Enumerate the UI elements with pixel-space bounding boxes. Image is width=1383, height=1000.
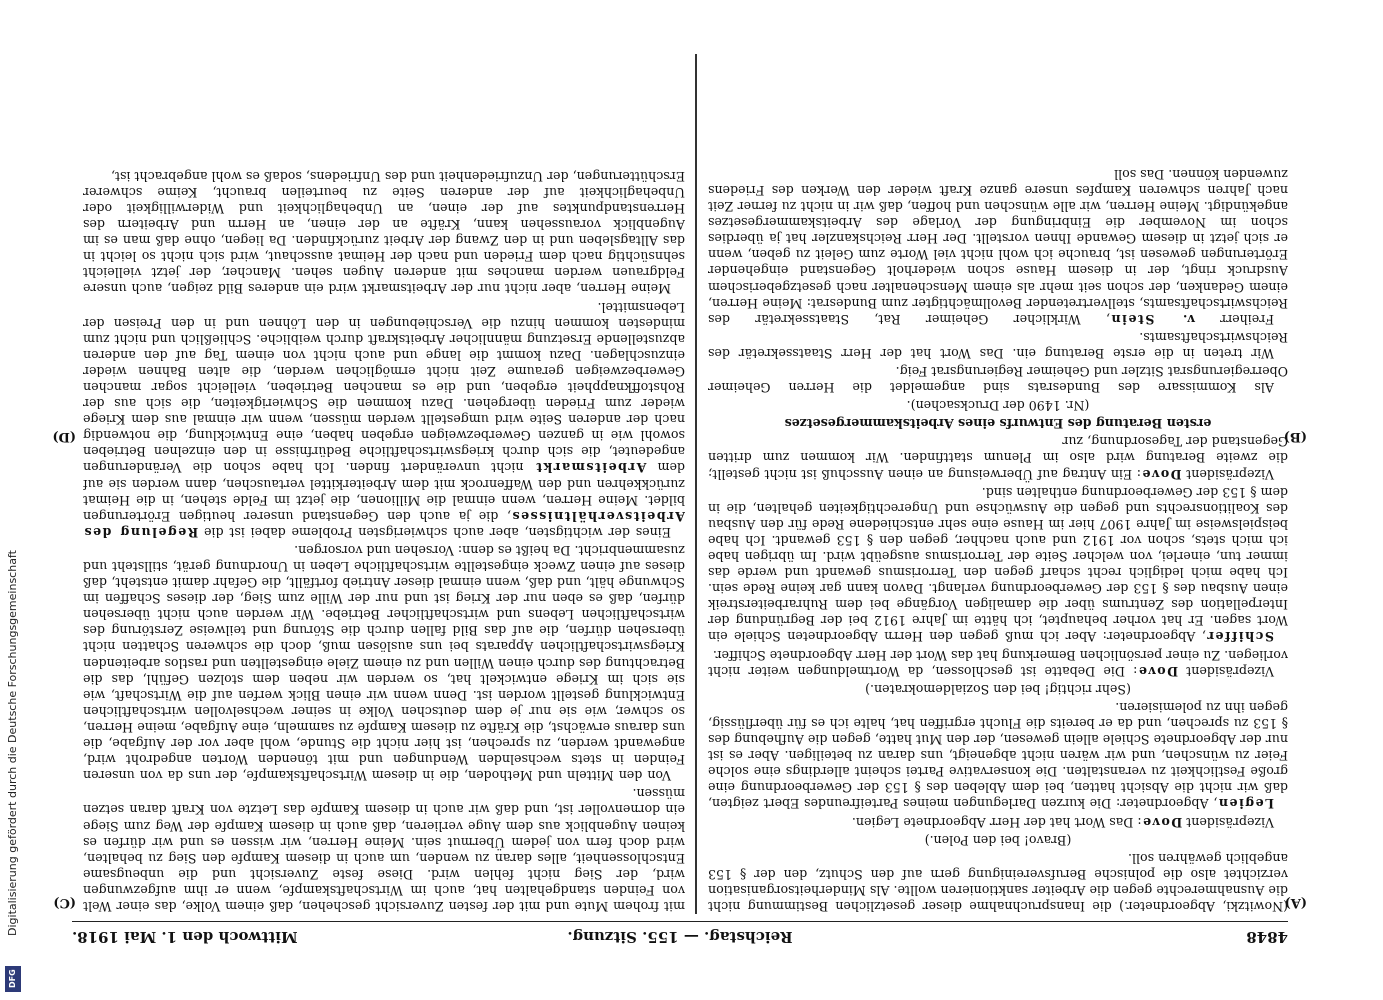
paragraph-text: : Das Wort hat der Herr Abgeordnete Legien. (851, 814, 1142, 830)
paragraph (708, 433, 1288, 481)
page-header (72, 921, 1288, 952)
interjection: (Bravo! bei den Polen.) (924, 832, 1072, 848)
speaker-role: Vizepräsident (1178, 663, 1274, 679)
dfg-logo: DFG (5, 966, 21, 992)
paragraph-text: nicht unverändert finden. Ich habe schon die Veränderungen angedeutet, die sich durch kriegswirtschaftliche Bedürfnisse in den einzelnen Betrieben sowohl wie in ganzen Gewerbezweigen ergeben haben, eine Entwicklung, die notwendig nach der anderen Seite wird umgestellt werden müssen, wenn wir einmal aus dem Kriege wieder zum Frieden übergehen. Dazu kommen die Schwierigkeiten, die sich aus der Rohstoffknappheit ergeben, und die es manchen Betrieben, vielleicht sogar manchen Gewerbezweigen geraume Zeit nicht ermöglichen werden, die alten Bahnen wieder einzuschlagen. Dazu kommt die lange und auch nicht von einem Tag auf den anderen abzustellende Ersetzung männlicher Arbeitskraft durch weibliche. Schließlich und nicht zum mindesten kommen hinzu die Verschiebungen in den Löhnen und in den Preisen der Lebensmittel. (83, 299, 685, 476)
speaker-name: Dove (1141, 814, 1183, 830)
digitization-notice (2, 0, 26, 1000)
paragraph (708, 699, 1288, 812)
right-column (83, 54, 685, 914)
interjection: (Sehr richtig! bei den Sozialdemokraten.) (865, 681, 1131, 697)
paragraph-text: : Ein Antrag auf Überweisung an einen Ausschuß ist nicht gestellt; die zweite Beratung wird also im Plenum stattfinden. Wir kommen zum dritten Gegenstand der Tagesordnung, zur (708, 434, 1288, 482)
paragraph (83, 298, 685, 539)
paragraph: mit frohem Mute und mit der festen Zuversicht geschehen, daß einem Volke, das einer Welt von Feinden standgehalten hat, auch im Wirtschaftskampfe, wenn er ihm aufgezwungen wird, der Sieg nicht fehlen wird. Diese feste Zuversicht und die unbeugsame Entschlossenheit, alles daran zu wenden, um auch in diesem Kampfe den Sieg zu behalten, wird doch fern von jedem Übermut sein. Meine Herren, wir wissen es und wir dürfen es keinen Augenblick aus dem Auge verlieren, daß auch in diesem Kampfe der Weg zum Siege ein dornenvoller ist, und daß wir auch in diesem Kampfe das Letzte von Kraft daran setzen müssen. (83, 786, 685, 914)
speaker-role: Freiherr (1194, 311, 1274, 327)
left-column (708, 54, 1288, 914)
paragraph (708, 813, 1288, 829)
speaker-name: v. Stein (1109, 311, 1195, 327)
margin-mark-d: (D) (52, 429, 76, 444)
speaker-role: Vizepräsident (1181, 466, 1274, 482)
page-number: 4848 (1246, 928, 1288, 946)
speaker-name: Dove (1141, 466, 1182, 482)
paragraph: Als Kommissare des Bundesrats sind angemeldet die Herren Geheimer Oberregierungsrat Sitzler und Geheimer Regierungsrat Feig. (708, 364, 1288, 396)
paragraph-text: , Abgeordneter: Aber ich muß gegen den Herrn Abgeordneten Schiele ein Wort sagen. Er hat vorher behauptet, ich hätte im Jahre 1912 bei der Begründung der Interpellation des Zentrums über die damaligen Vorgänge bei dem Ruhrarbeiterstreik einen Ausbau des § 153 der Gewerbeordnung verlangt. Davon kann gar keine Rede sein. Ich habe mich lediglich recht scharf gegen den Terrorismus gewandt und werde das immer tun, einerlei, von welcher Seite der Terrorismus ausgeübt wird. Im übrigen habe ich mich stets, schon vor 1912 und auch nachher, gegen den § 153 gewandt. Ich habe beispielsweise im Jahre 1907 hier im Hause eine sehr entschiedene Rede für den Ausbau des Koalitionsrechts und gegen die Auswüchse und Ungerechtigkeiten gehalten, die in dem § 153 der Gewerbeordnung enthalten sind. (708, 484, 1288, 645)
paragraph: Meine Herren, aber nicht nur der Arbeitsmarkt wird ein anderes Bild zeigen, auch unsere Feldgrauen werden manches mit anderen Augen sehen. Mancher, der jetzt vielleicht sehnsüchtig nach dem Frieden und nach der Heimat ausschaut, wird sich nicht so leicht in das Alltagsleben und in den Zwang der Arbeit zurückfinden. Da liegen, ohne daß man es im Augenblick voraussehen kann, Kräfte an der einen, an Herrn und Arbeitern des Herrenstandpunktes auf der einen, an Unbehaglichkeit und Widerwilligkeit oder Unbehaglichkeit auf der anderen Seite zu beurteilen braucht, Keime schwerer Erschütterungen, der Unzufriedenheit und des Unfriedens, sodaß es wohl angebracht ist, (83, 168, 685, 297)
paragraph (708, 647, 1288, 679)
paragraph (708, 166, 1288, 327)
paragraph-text: , die ja auch den Gegenstand unserer heutigen Erörterungen bildet. Meine Herren, wenn einmal die Millionen, die jetzt im Felde stehen, in die Heimat zurückkehren und den Waffenrock mit dem Arbeiterkittel vertauschen, dann werden sie auf dem (83, 460, 685, 524)
agenda-item-title: ersten Beratung des Entwurfs eines Arbeitskammergesetzes (784, 416, 1212, 432)
margin-mark-c: (C) (53, 895, 76, 910)
paragraph (708, 484, 1288, 645)
paragraph-text: , Wirklicher Geheimer Rat, Staatssekretär des Reichswirtschaftsamts, stellvertretender Bevollmächtigter zum Bundesrat: Meine Herren, einem Gedanken, der schon seit mehr als einem Menschenalter nach gesetzgeberischem Ausdruck ringt, der in diesem Hause schon wiederholt Gegenstand eingehender Erörterungen gewesen ist, brauche ich wohl nicht viel Worte zum Geleit zu geben, wenn er sich jetzt in diesem Gewande Ihnen vorstellt. Der Herr Reichskanzler hat ja überdies schon im November die Einbringung der Vorlage des Arbeitskammergesetzes angekündigt. Meine Herren, wir alle wünschen und hoffen, daß wir in nicht zu ferner Zeit nach Jahren schweren Kampfes unsere ganze Kraft wieder den Werken des Friedens zuwenden können. Das soll (708, 166, 1288, 327)
paragraph: (Nowitzki, Abgeordneter.) die Inanspruchnahme dieser gesetzlichen Bestimmung nicht die Ausnahmerechte gegen die Arbeiter sanktionieren wollte. Als Minderheitsorganisation verzichtet also die polnische Berufsvereinigung gern auf den Schutz, den der § 153 angeblich gewähren soll. (708, 850, 1288, 914)
digitization-notice-text: Digitalisierung gefördert durch die Deutsche Forschungsgemeinschaft (6, 550, 19, 936)
emphasis: Regelung des Arbeitsverhältnisses (83, 508, 685, 540)
paragraph-text: , Abgeordneter: Die kurzen Darlegungen meines Parteifreundes Ebert zeigten, daß wir nicht die Absicht hatten, bei dem Ableben des § 153 der Gewerbeordnung eine große Festlichkeit zu veranstalten. Die konservative Partei scheint allerdings eine solche Feier zu wünschen, und wir wären nicht abgeneigt, uns daran zu beteiligen. Aber es ist nur der Abgeordnete Schiele allein gewesen, der den Mut hatte, gegen die Aufhebung des § 153 zu sprechen, und da er bereits die Flucht ergriffen hat, halte ich es für überflüssig, gegen ihn zu polemisieren. (708, 699, 1288, 812)
paragraph-text: Eines der wichtigsten, aber auch schwierigsten Probleme dabei ist die (198, 524, 671, 540)
session-title: Reichstag. — 155. Sitzung. (567, 928, 793, 946)
speaker-role: Vizepräsident (1182, 814, 1274, 830)
column-divider (696, 54, 698, 914)
session-date: Mittwoch den 1. Mai 1918. (72, 928, 298, 946)
speaker-name: Schiffer (1205, 629, 1274, 645)
agenda-item-reference: (Nr. 1490 der Drucksachen). (906, 398, 1090, 414)
paragraph: Wir treten in die erste Beratung ein. Das Wort hat der Herr Staatssekretär des Reichswirtschaftsamts. (708, 329, 1288, 361)
margin-mark-b: (B) (1283, 429, 1307, 444)
paragraph: Von den Mitteln und Methoden, die in diesem Wirtschaftskampfe, der uns da von unseren Feinden in stets wechselnden Wendungen und mit tönenden Worten angedroht wird, angewandt werden, zu sprechen, ist hier nicht die Stunde, wohl aber vor der Aufgabe, die uns daraus erwächst, die Kräfte zu diesem Kampfe zu sammeln, eine Aufgabe, meine Herren, so schwer, wie sie nur je dem deutschen Volke in seiner wechselvollen wirtschaftlichen Entwicklung gestellt worden ist. Denn wenn wir einen Blick werfen auf die Wirtschaft, wie sie sich im Kriege entwickelt hat, so werden wir neben dem stolzen Gefühl, das die Betrachtung des durch einen Willen und zu einem Ziele eingestellten und rastlos arbeitenden Kriegswirtschaftlichen Apparats bei uns auslösen muß, doch die schweren Schatten nicht übersehen dürfen, die auf das Bild fallen durch die Störung und teilweise Zerstörung des wirtschaftlichen Lebens und wirtschaftlicher Betriebe. Wir werden auch nicht übersehen dürfen, daß es eben nur der Krieg ist und nur der Wille zum Sieg, der dieses Schaffen im Schwunge hält, und daß, wenn einmal dieser Antrieb fortfällt, die Gefahr damit entsteht, daß dieses auf einen Zweck eingestellte wirtschaftliche Leben in Unordnung gerät, stillsteht und zusammenbricht. Da heißt es denn: Vorsehen und vorsorgen. (83, 542, 685, 784)
paragraph-text: : Die Debatte ist geschlossen, da Wortmeldungen weiter nicht vorliegen. Zu einer persönlichen Bemerkung hat das Wort der Herr Abgeordnete Schiffer. (708, 647, 1288, 679)
speaker-name: Legien (1217, 796, 1274, 812)
speaker-name: Dove (1137, 663, 1179, 679)
margin-mark-a: (A) (1284, 895, 1307, 910)
emphasis: Arbeitsmarkt (534, 460, 647, 476)
